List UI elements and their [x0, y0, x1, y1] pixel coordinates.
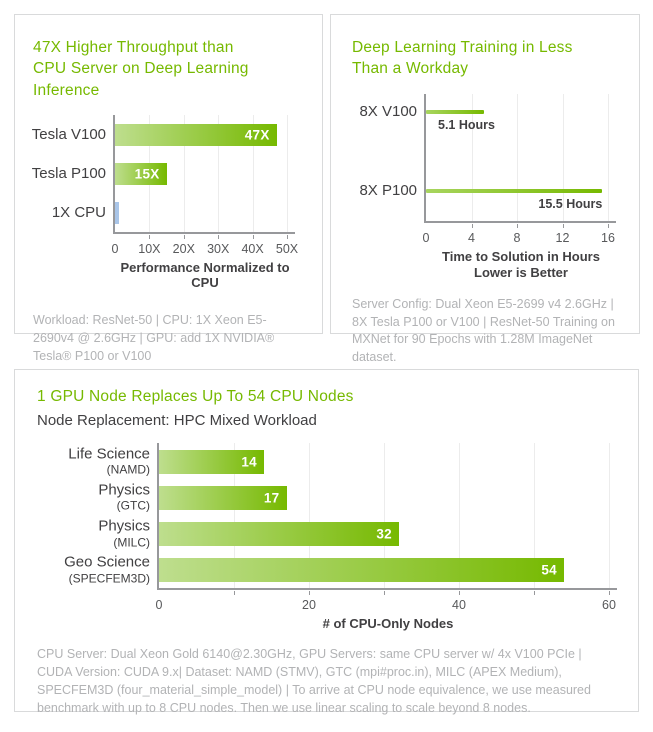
- axis-tick-mark: [534, 591, 535, 595]
- category-label: [359, 103, 417, 120]
- value-label: 17: [263, 490, 280, 506]
- category-label: [98, 482, 150, 513]
- gridline: [287, 115, 288, 232]
- bar-8x-p100: [426, 189, 602, 193]
- value-label: 15.5 Hours: [538, 196, 603, 211]
- panel-footnote-inference: Workload: ResNet-50 | CPU: 1X Xeon E5-2690v4 @ 2.6GHz | GPU: add 1X NVIDIA® Tesla® P100 or V100: [33, 313, 275, 363]
- axis-tick-mark: [253, 235, 254, 239]
- bar-tesla-v100: [115, 124, 277, 146]
- value-label: 32: [376, 526, 392, 542]
- gridline: [609, 443, 610, 588]
- bar-physics: [159, 522, 399, 546]
- axis-tick-mark: [309, 591, 310, 595]
- panel-inference-throughput: [14, 14, 323, 363]
- panel-title-inference: 47X Higher Throughput than CPU Server on Deep Learning Inference: [33, 39, 249, 99]
- panel-subtitle-node-replacement: Node Replacement: HPC Mixed Workload: [37, 412, 317, 430]
- category-label: [52, 204, 106, 221]
- x-axis-subtitle: Lower is Better: [474, 264, 568, 280]
- x-tick-label: 10X: [138, 242, 161, 257]
- category-label: [98, 518, 150, 549]
- panel-training-time: [330, 14, 640, 364]
- panel-title-node-replacement: 1 GPU Node Replaces Up To 54 CPU Nodes: [37, 388, 354, 405]
- x-tick-labels: [111, 242, 299, 257]
- y-axis-labels: [352, 94, 424, 221]
- axis-tick-mark: [149, 235, 150, 239]
- category-label-text: Tesla P100: [31, 164, 106, 182]
- x-tick-label: 40X: [241, 242, 264, 257]
- bar-life-science: [159, 450, 264, 474]
- plot-area: [424, 94, 616, 223]
- value-label: 15X: [134, 166, 160, 182]
- x-tick-labels: [422, 230, 616, 246]
- x-tick-label: 16: [601, 230, 615, 245]
- category-label: [32, 126, 106, 143]
- axis-tick-mark: [563, 224, 564, 228]
- value-label: 14: [241, 454, 257, 469]
- bar-physics: [159, 486, 287, 510]
- bar-tesla-p100: [115, 163, 167, 185]
- axis-tick-mark: [517, 224, 518, 228]
- bar-geo-science: [159, 558, 564, 582]
- category-label-text: Life Science: [68, 444, 150, 462]
- category-label-text: Tesla V100: [31, 125, 106, 143]
- x-tick-label: 40: [452, 598, 466, 613]
- category-label: [64, 555, 150, 586]
- bar-8x-v100: [426, 110, 484, 114]
- panel-title-training: Deep Learning Training in Less Than a Workday: [352, 39, 573, 78]
- x-axis-title: Performance Normalized to CPU: [120, 260, 290, 291]
- x-tick-label: 60: [602, 598, 616, 613]
- x-tick-label: 0: [111, 242, 119, 257]
- chart-body: [352, 94, 621, 223]
- category-label: [32, 165, 106, 182]
- category-sublabel-text: (NAMD): [106, 462, 150, 477]
- axis-tick-mark: [384, 591, 385, 595]
- category-sublabel-text: (GTC): [116, 498, 150, 513]
- plot-area: [157, 443, 617, 590]
- chart-body: [33, 115, 304, 234]
- value-label: 47X: [244, 127, 270, 143]
- category-label: [359, 183, 417, 200]
- axis-tick-mark: [608, 224, 609, 228]
- x-axis-title: Time to Solution in Hours: [442, 248, 600, 264]
- category-sublabel-text: (SPECFEM3D): [68, 571, 150, 586]
- x-tick-label: 0: [155, 598, 163, 613]
- axis-tick-mark: [609, 591, 610, 595]
- axis-tick-mark: [459, 591, 460, 595]
- x-axis-title: # of CPU-Only Nodes: [322, 616, 454, 632]
- x-tick-labels: [155, 598, 617, 613]
- category-label-text: 8X P100: [359, 181, 417, 199]
- bar-1x-cpu: [115, 202, 119, 224]
- category-label: [68, 446, 150, 477]
- category-label-text: Physics: [98, 481, 150, 499]
- x-tick-label: 50X: [275, 242, 299, 257]
- category-label-text: 8X V100: [359, 102, 417, 120]
- axis-tick-mark: [184, 235, 185, 239]
- y-axis-labels: [33, 115, 113, 232]
- axis-tick-mark: [234, 591, 235, 595]
- x-tick-label: 4: [468, 230, 475, 245]
- category-sublabel-text: (MILC): [113, 534, 150, 549]
- chart-body: [37, 443, 616, 590]
- x-tick-label: 20X: [172, 242, 195, 257]
- category-label-text: Geo Science: [64, 553, 150, 571]
- x-tick-label: 12: [555, 230, 570, 245]
- y-axis-labels: [37, 443, 157, 588]
- gridline: [517, 94, 518, 221]
- throughput-bar-chart: [33, 115, 304, 290]
- panel-node-replacement: [14, 369, 639, 715]
- x-tick-label: 20: [302, 598, 316, 613]
- value-label: 5.1 Hours: [438, 117, 495, 132]
- axis-tick-mark: [218, 235, 219, 239]
- node-replacement-chart: [37, 443, 616, 631]
- axis-tick-mark: [287, 235, 288, 239]
- gridline: [608, 94, 609, 221]
- x-tick-label: 8: [513, 230, 521, 245]
- x-tick-label: 30X: [207, 242, 230, 257]
- category-label-text: 1X CPU: [51, 203, 106, 221]
- value-label: 54: [541, 562, 557, 578]
- plot-area: [113, 115, 295, 234]
- panel-footnote-training: Server Config: Dual Xeon E5-2699 v4 2.6GHz | 8X Tesla P100 or V100 | ResNet-50 Training on MXNet for 90 Epochs with 1.28M ImageNet dataset.: [352, 296, 615, 364]
- category-label-text: Physics: [98, 517, 150, 535]
- axis-tick-mark: [472, 224, 473, 228]
- top-row: [14, 14, 640, 364]
- panel-footnote-node-replacement: CPU Server: Dual Xeon Gold 6140@2.30GHz, GPU Servers: same CPU server w/ 4x V100 PCIe | CUDA Version: CUDA 9.x| Dataset: NAMD (STMV), GTC (mpi#proc.in), MILC (APEX Medium), SPECFEM3D (four_material_simple_model) | To arrive at CPU node equivalence, we use measured benchmark with up to 8 CPU nodes. Then we use linear scaling to scale beyond 8 nodes.: [37, 647, 591, 715]
- x-tick-label: 0: [422, 230, 430, 245]
- training-time-chart: [352, 94, 621, 280]
